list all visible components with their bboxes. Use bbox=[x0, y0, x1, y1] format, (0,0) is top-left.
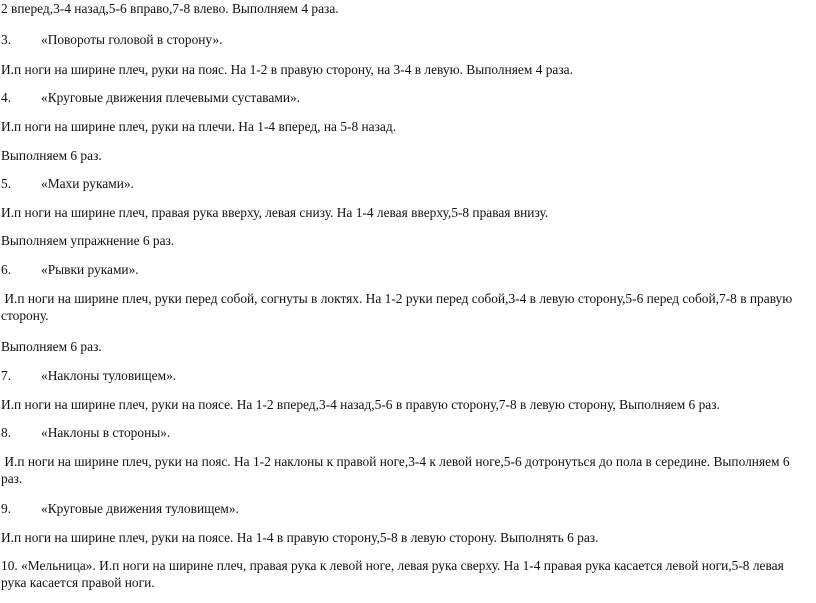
exercise-7-title: «Наклоны туловищем». bbox=[41, 368, 177, 383]
exercise-3-heading bbox=[1, 31, 809, 48]
exercise-5-instruction: И.п ноги на ширине плеч, правая рука вверху, левая снизу. На 1-4 левая вверху,5-8 правая внизу. bbox=[1, 205, 549, 220]
exercise-5-repetitions: Выполняем упражнение 6 раз. bbox=[1, 233, 175, 248]
exercise-9-number: 9. bbox=[1, 501, 12, 516]
exercise-6-instruction: И.п ноги на ширине плеч, руки перед собой, согнуты в локтях. На 1-2 руки перед собой,3-4 в левую сторону,5-6 перед собой,7-8 в правую сторону. bbox=[1, 291, 796, 323]
exercise-6-heading bbox=[1, 261, 809, 278]
exercise-7-instruction: И.п ноги на ширине плеч, руки на поясе. На 1-2 вперед,3-4 назад,5-6 в правую сторону,7-8 в левую сторону, Выполняем 6 раз. bbox=[1, 397, 720, 412]
exercise-5-heading bbox=[1, 175, 809, 192]
exercise-4-repetitions: Выполняем 6 раз. bbox=[1, 148, 102, 163]
exercise-9-instruction: И.п ноги на ширине плеч, руки на поясе. На 1-4 в правую сторону,5-8 в левую сторону. Выполнять 6 раз. bbox=[1, 530, 599, 545]
exercise-5-title: «Махи руками». bbox=[41, 176, 134, 191]
exercise-3-instruction: И.п ноги на ширине плеч, руки на пояс. На 1-2 в правую сторону, на 3-4 в левую. Выполняем 4 раза. bbox=[1, 62, 573, 77]
exercise-5-number: 5. bbox=[1, 176, 12, 191]
exercise-4-heading bbox=[1, 89, 809, 106]
exercise-3-title: «Повороты головой в сторону». bbox=[41, 32, 223, 47]
exercise-8-title: «Наклоны в стороны». bbox=[41, 425, 171, 440]
exercise-6-repetitions: Выполняем 6 раз. bbox=[1, 339, 102, 354]
exercise-6-title: «Рывки руками». bbox=[41, 262, 139, 277]
exercise-10-instruction: 10. «Мельница». И.п ноги на ширине плеч, правая рука к левой ноге, левая рука сверху. На 1-4 правая рука касается левой ноги,5-8 левая рука касается правой ноги. bbox=[1, 558, 784, 590]
exercise-8-instruction: И.п ноги на ширине плеч, руки на пояс. На 1-2 наклоны к правой ноге,3-4 к левой ноге,5-6 дотронуться до пола в середине. Выполняем 6 раз. bbox=[1, 454, 793, 486]
exercise-8-number: 8. bbox=[1, 425, 12, 440]
exercise-9-title: «Круговые движения туловищем». bbox=[41, 501, 239, 516]
exercise-4-title: «Круговые движения плечевыми суставами». bbox=[41, 90, 301, 105]
exercise-4-instruction: И.п ноги на ширине плеч, руки на плечи. На 1-4 вперед, на 5-8 назад. bbox=[1, 119, 397, 134]
exercise-3-number: 3. bbox=[1, 32, 12, 47]
exercise-6-number: 6. bbox=[1, 262, 12, 277]
exercise-7-number: 7. bbox=[1, 368, 12, 383]
exercise-9-heading bbox=[1, 500, 809, 517]
exercise-8-heading bbox=[1, 424, 809, 441]
exercise-4-number: 4. bbox=[1, 90, 12, 105]
exercise-7-heading bbox=[1, 367, 809, 384]
continued-instruction-line: 2 вперед,3-4 назад,5-6 вправо,7-8 влево. Выполняем 4 раза. bbox=[1, 1, 339, 16]
